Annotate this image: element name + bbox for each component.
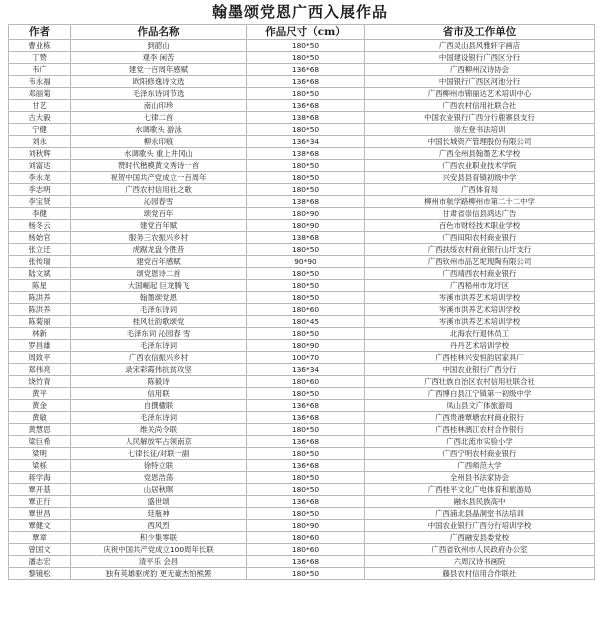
table-row [9, 40, 595, 52]
cell-work-size: 180*60 [247, 544, 365, 556]
cell-unit: 广西省钦州市人民政府办公室 [365, 544, 595, 556]
table-row [9, 460, 595, 472]
header-author: 作者 [9, 25, 71, 40]
cell-author: 潘志宏 [9, 556, 71, 568]
cell-work-name: 七律二首 [71, 112, 247, 124]
cell-work-name: 建党一百周年感赋 [71, 64, 247, 76]
cell-work-size: 136*34 [247, 364, 365, 376]
cell-work-name: 观李 闲苦 [71, 52, 247, 64]
cell-work-size: 180*60 [247, 304, 365, 316]
cell-author: 覃正行 [9, 496, 71, 508]
table-row [9, 400, 595, 412]
table-row [9, 88, 595, 100]
cell-work-size: 136*68 [247, 460, 365, 472]
cell-unit: 北海农行退休员工 [365, 328, 595, 340]
cell-author: 陈洪养 [9, 304, 71, 316]
cell-author: 李永龙 [9, 172, 71, 184]
cell-author: 林新 [9, 328, 71, 340]
cell-work-name: 山居秋暝 [71, 484, 247, 496]
cell-work-name: 建党百年赋 [71, 220, 247, 232]
cell-unit: 广西农村信用社联合社 [365, 100, 595, 112]
table-header-row [9, 25, 595, 40]
cell-unit: 广西桂林兴安恒韵居家具厂 [365, 352, 595, 364]
table-row [9, 496, 595, 508]
cell-author: 陆文斌 [9, 268, 71, 280]
table-row [9, 424, 595, 436]
table-row [9, 76, 595, 88]
cell-author: 张立迁 [9, 244, 71, 256]
cell-work-name: 南山印珍 [71, 100, 247, 112]
cell-work-name: 翰墨颂党恩 [71, 292, 247, 304]
table-row [9, 568, 595, 580]
cell-work-size: 138*68 [247, 148, 365, 160]
cell-unit: 岑溪市洪养艺术培训学校 [365, 316, 595, 328]
cell-author: 韦永福 [9, 76, 71, 88]
cell-author: 杨始官 [9, 232, 71, 244]
cell-work-name: 廷瓶神 [71, 508, 247, 520]
cell-author: 覃世昌 [9, 508, 71, 520]
cell-unit: 广西融安县委党校 [365, 532, 595, 544]
table-row [9, 196, 595, 208]
cell-work-name: 广西农信振兴乡村 [71, 352, 247, 364]
cell-unit: 广西博白县江宁镇第一初级中学 [365, 388, 595, 400]
cell-work-size: 180*50 [247, 292, 365, 304]
cell-work-name: 清平乐 会昌 [71, 556, 247, 568]
cell-work-size: 136*68 [247, 64, 365, 76]
cell-author: 李宝贤 [9, 196, 71, 208]
cell-unit: 广西灵山县风雅轩字画店 [365, 40, 595, 52]
cell-unit: 广西靖西农村商业银行 [365, 268, 595, 280]
table-row [9, 64, 595, 76]
table-row [9, 184, 595, 196]
cell-author: 郑伟亮 [9, 364, 71, 376]
cell-work-name: 人民解放军占领南京 [71, 436, 247, 448]
cell-work-name: 毛泽东诗词 [71, 412, 247, 424]
table-row [9, 556, 595, 568]
cell-unit: 柳州市航学路柳州市第二十二中学 [365, 196, 595, 208]
cell-work-size: 180*50 [247, 124, 365, 136]
cell-unit: 广西钦州市品艺坭现陶有限公司 [365, 256, 595, 268]
table-row [9, 112, 595, 124]
cell-work-name: 虎踞龙盘今胜昔 [71, 244, 247, 256]
cell-author: 梁栎 [9, 460, 71, 472]
page-title: 翰墨颂党恩广西入展作品 [211, 3, 388, 21]
cell-author: 李健 [9, 208, 71, 220]
cell-work-size: 136*68 [247, 100, 365, 112]
cell-work-size: 180*50 [247, 484, 365, 496]
cell-unit: 六周汉诗书画院 [365, 556, 595, 568]
cell-work-size: 180*60 [247, 376, 365, 388]
cell-unit: 甘肃省崇信县鸿达广告 [365, 208, 595, 220]
cell-author: 梁巨希 [9, 436, 71, 448]
table-row [9, 436, 595, 448]
cell-unit: 广西梧州市龙圩区 [365, 280, 595, 292]
cell-work-name: 柳永印痕 [71, 136, 247, 148]
table-row [9, 160, 595, 172]
table-row [9, 316, 595, 328]
cell-unit: 广西浦北县晶洞堂书法培训 [365, 508, 595, 520]
cell-work-name: 颂党恩诗二首 [71, 268, 247, 280]
table-row [9, 388, 595, 400]
cell-unit: 中国银行广西区河池分行 [365, 76, 595, 88]
cell-author: 邓丽菊 [9, 88, 71, 100]
table-row [9, 280, 595, 292]
cell-work-name: 维关尚令联 [71, 424, 247, 436]
cell-work-size: 180*90 [247, 208, 365, 220]
cell-author: 饶竹青 [9, 376, 71, 388]
cell-author: 丁赞 [9, 52, 71, 64]
cell-author: 刘秋辉 [9, 148, 71, 160]
table-row [9, 328, 595, 340]
cell-work-name: 自撰楹联 [71, 400, 247, 412]
cell-work-size: 180*50 [247, 88, 365, 100]
table-row [9, 148, 595, 160]
table-row [9, 376, 595, 388]
cell-author: 黄平 [9, 388, 71, 400]
cell-work-size: 180*50 [247, 268, 365, 280]
cell-work-name: 到韶山 [71, 40, 247, 52]
cell-unit: 百色市财经技术职业学校 [365, 220, 595, 232]
cell-work-name: 党恩浩荡 [71, 472, 247, 484]
cell-work-size: 136*68 [247, 76, 365, 88]
cell-unit: 广西扶绥农村商业银行山圩支行 [365, 244, 595, 256]
cell-unit: 广西桂平文化广电体育和旅游局 [365, 484, 595, 496]
cell-work-name: 颂党百年 [71, 208, 247, 220]
cell-author: 杨冬云 [9, 220, 71, 232]
table-row [9, 472, 595, 484]
cell-work-size: 90*90 [247, 256, 365, 268]
cell-work-size: 136*68 [247, 496, 365, 508]
cell-work-size: 180*50 [247, 40, 365, 52]
cell-unit: 广西农业职业技术学院 [365, 160, 595, 172]
cell-work-size: 180*90 [247, 340, 365, 352]
cell-unit: 中国农业银行广西分行 [365, 364, 595, 376]
cell-unit: 广西桂林漓江农村合作银行 [365, 424, 595, 436]
cell-work-size: 180*50 [247, 328, 365, 340]
cell-unit: 岑溪市洪养艺术培训学校 [365, 304, 595, 316]
cell-author: 黄慧思 [9, 424, 71, 436]
cell-work-size: 180*90 [247, 220, 365, 232]
cell-work-size: 138*68 [247, 196, 365, 208]
cell-author: 黎镜松 [9, 568, 71, 580]
cell-work-size: 138*68 [247, 112, 365, 124]
cell-work-size: 136*68 [247, 412, 365, 424]
cell-author: 曾国文 [9, 544, 71, 556]
table-row [9, 448, 595, 460]
cell-work-name: 广西农村信用社之歌 [71, 184, 247, 196]
table-row [9, 532, 595, 544]
table-row [9, 544, 595, 556]
cell-work-size: 136*68 [247, 556, 365, 568]
cell-unit: 广西全州县翰墨艺术学校 [365, 148, 595, 160]
table-row [9, 52, 595, 64]
cell-work-name: 庆祝中国共产党成立100周年长联 [71, 544, 247, 556]
cell-unit: 崇左登书法培训 [365, 124, 595, 136]
cell-work-size: 180*50 [247, 172, 365, 184]
cell-unit: 中国农业银行广西分行培训学校 [365, 520, 595, 532]
cell-unit: 凤山县文广体旅游局 [365, 400, 595, 412]
cell-work-size: 180*50 [247, 388, 365, 400]
cell-unit: 中国建设银行广西区分行 [365, 52, 595, 64]
cell-work-size: 180*50 [247, 568, 365, 580]
cell-work-size: 180*50 [247, 184, 365, 196]
cell-work-size: 136*68 [247, 436, 365, 448]
table-row [9, 256, 595, 268]
cell-author: 陈菊丽 [9, 316, 71, 328]
cell-unit: 广西壮族自治区农村信用社联合社 [365, 376, 595, 388]
cell-work-size: 180*45 [247, 316, 365, 328]
cell-work-size: 180*50 [247, 508, 365, 520]
cell-work-name: 桂风壮韵歌颂党 [71, 316, 247, 328]
cell-author: 陈洪养 [9, 292, 71, 304]
table-row [9, 244, 595, 256]
cell-author: 陈星 [9, 280, 71, 292]
header-work-size: 作品尺寸（cm） [247, 25, 365, 40]
table-row [9, 520, 595, 532]
cell-author: 张传瑞 [9, 256, 71, 268]
cell-work-name: 七律长征/对联一副 [71, 448, 247, 460]
table-row [9, 232, 595, 244]
cell-work-size: 180*50 [247, 160, 365, 172]
cell-work-name: 赞时代楷模黄文秀诗一首 [71, 160, 247, 172]
cell-unit: 广西贵港覃塘农村商业银行 [365, 412, 595, 424]
cell-work-name: 毛泽东词 沁园春 雪 [71, 328, 247, 340]
header-unit: 省市及工作单位 [365, 25, 595, 40]
cell-work-size: 136*68 [247, 400, 365, 412]
cell-unit: 广西宁明农村商业银行 [365, 448, 595, 460]
cell-work-name: 服务三农振兴乡村 [71, 232, 247, 244]
cell-work-name: 独有英雄驱虎豹 更无豪杰怕熊罴 [71, 568, 247, 580]
table-row [9, 352, 595, 364]
cell-author: 刘富达 [9, 160, 71, 172]
cell-work-name: 西风烈 [71, 520, 247, 532]
cell-author: 李志明 [9, 184, 71, 196]
cell-work-name: 毛泽东诗词 [71, 340, 247, 352]
cell-unit: 全州县书法家协会 [365, 472, 595, 484]
cell-author: 甘艺 [9, 100, 71, 112]
cell-work-size: 180*90 [247, 520, 365, 532]
cell-work-name: 祝贺中国共产党成立一百周年 [71, 172, 247, 184]
cell-work-name: 陈毅诗 [71, 376, 247, 388]
table-row [9, 124, 595, 136]
cell-author: 蒋学海 [9, 472, 71, 484]
cell-work-name: 毛泽东诗词 [71, 304, 247, 316]
cell-work-size: 138*68 [247, 232, 365, 244]
cell-work-name: 徐特立联 [71, 460, 247, 472]
cell-author: 覃健文 [9, 520, 71, 532]
cell-unit: 广西北流市实验小学 [365, 436, 595, 448]
cell-work-name: 毛泽东诗词节选 [71, 88, 247, 100]
table-row [9, 412, 595, 424]
cell-work-name: 录宋彩霞伟抗贫攻坚 [71, 364, 247, 376]
table-row [9, 136, 595, 148]
cell-author: 黄敏 [9, 412, 71, 424]
table-row [9, 208, 595, 220]
cell-unit: 融水县民族高中 [365, 496, 595, 508]
cell-author: 罗昌雄 [9, 340, 71, 352]
cell-work-size: 180*50 [247, 472, 365, 484]
cell-work-size: 180*50 [247, 244, 365, 256]
cell-work-size: 180*50 [247, 280, 365, 292]
cell-unit: 广西体育局 [365, 184, 595, 196]
table-row [9, 292, 595, 304]
cell-unit: 岑溪市洪养艺术培训学校 [365, 292, 595, 304]
exhibit-table [8, 24, 595, 580]
cell-work-name: 水调歌头 重上井冈山 [71, 148, 247, 160]
table-row [9, 508, 595, 520]
cell-work-name: 沁园春雪 [71, 196, 247, 208]
cell-work-name: 盛世颂 [71, 496, 247, 508]
cell-unit: 藤县农村信用合作联社 [365, 568, 595, 580]
cell-author: 梁明 [9, 448, 71, 460]
table-row [9, 364, 595, 376]
cell-work-size: 180*60 [247, 532, 365, 544]
cell-author: 周致平 [9, 352, 71, 364]
header-work-name: 作品名称 [71, 25, 247, 40]
table-row [9, 304, 595, 316]
cell-work-name: 积少集零联 [71, 532, 247, 544]
cell-author: 曹业栋 [9, 40, 71, 52]
cell-unit: 广西田阳农村商业银行 [365, 232, 595, 244]
table-row [9, 484, 595, 496]
cell-unit: 丹丹艺术培训学校 [365, 340, 595, 352]
cell-work-size: 180*50 [247, 448, 365, 460]
cell-author: 黄金 [9, 400, 71, 412]
cell-work-name: 大国崛起 巨龙腾飞 [71, 280, 247, 292]
cell-author: 覃章 [9, 532, 71, 544]
cell-work-name: 建党百年感赋 [71, 256, 247, 268]
cell-work-name: 水调歌头 游泳 [71, 124, 247, 136]
cell-author: 韦广 [9, 64, 71, 76]
cell-unit: 中国农业银行广西分行鹿寨县支行 [365, 112, 595, 124]
cell-work-size: 136*34 [247, 136, 365, 148]
cell-unit: 兴安县县育镇初级中学 [365, 172, 595, 184]
cell-unit: 广西师范大学 [365, 460, 595, 472]
cell-author: 覃开基 [9, 484, 71, 496]
cell-work-size: 180*50 [247, 52, 365, 64]
cell-author: 宁健 [9, 124, 71, 136]
cell-work-name: 欧阳修逸诗文选 [71, 76, 247, 88]
cell-work-size: 180*50 [247, 424, 365, 436]
cell-unit: 广西柳州汉诗协会 [365, 64, 595, 76]
cell-work-name: 信用联 [71, 388, 247, 400]
cell-work-size: 100*70 [247, 352, 365, 364]
cell-unit: 广西柳州市锦丽达艺术培训中心 [365, 88, 595, 100]
table-row [9, 340, 595, 352]
table-row [9, 268, 595, 280]
cell-author: 刘永 [9, 136, 71, 148]
cell-author: 古大毅 [9, 112, 71, 124]
table-row [9, 172, 595, 184]
table-row [9, 100, 595, 112]
cell-unit: 中国长城资产管理股份有限公司 [365, 136, 595, 148]
table-row [9, 220, 595, 232]
